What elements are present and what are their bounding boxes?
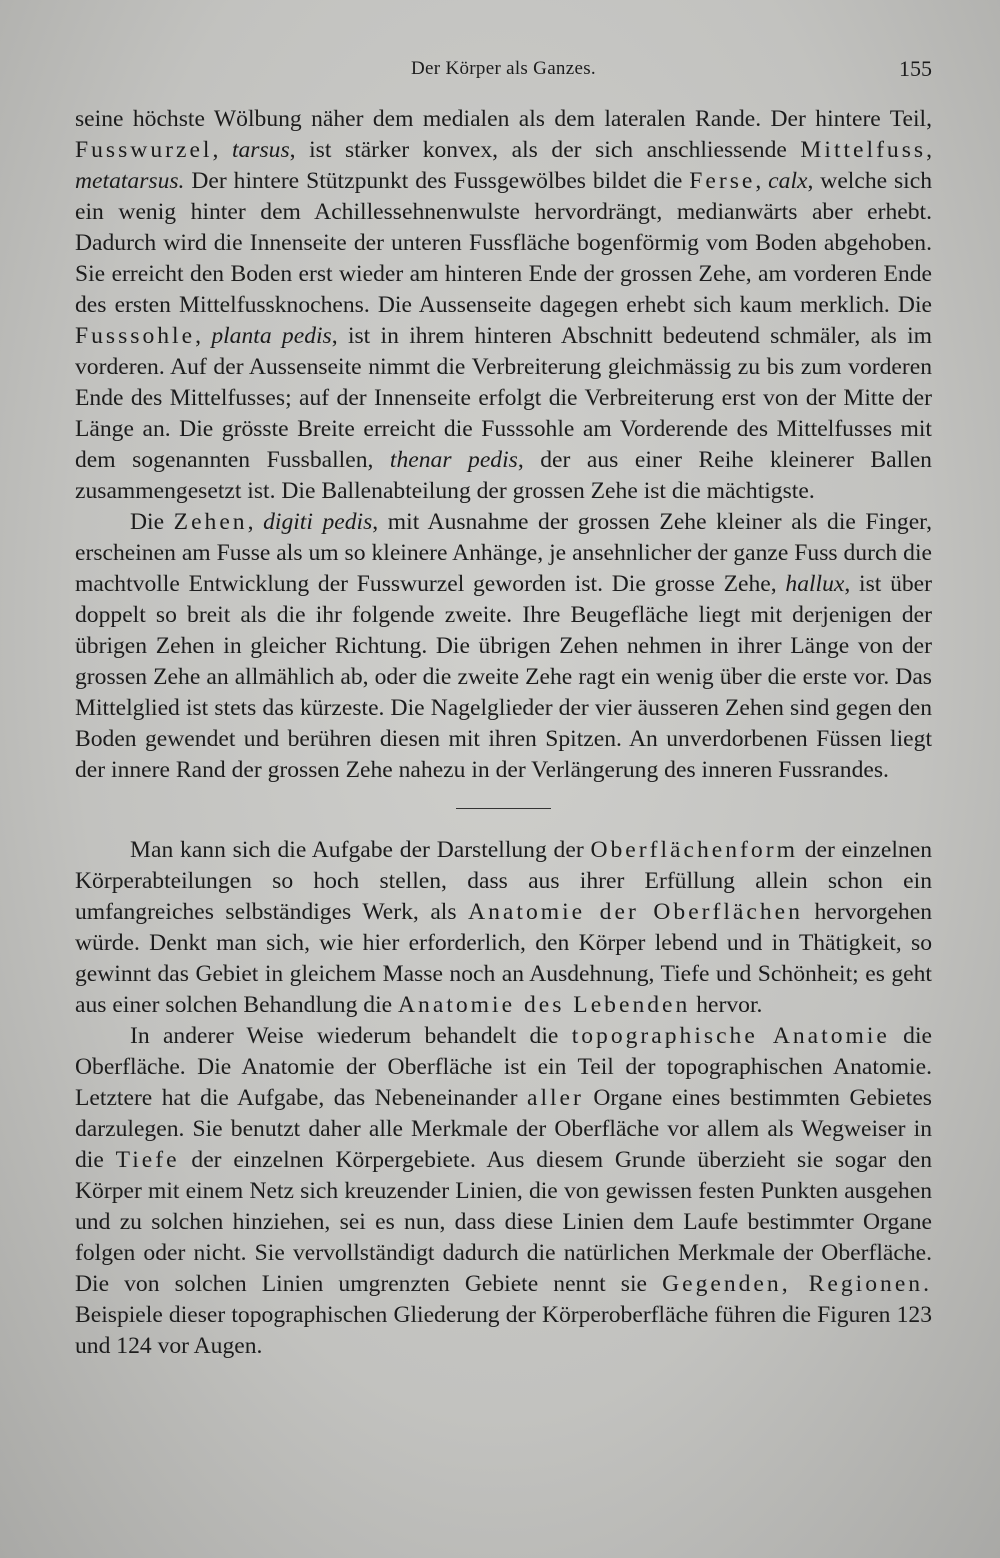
spaced-term: Oberflächenform [590,837,798,863]
text-run: , [755,168,769,194]
latin-term: tarsus [231,137,290,163]
spaced-term: Anatomie der Oberflächen [468,899,803,925]
latin-term: planta pedis [211,323,332,349]
spaced-term: Fusswurzel [75,137,213,163]
spaced-term: Ferse [689,168,756,194]
latin-term: digiti pedis [263,509,373,535]
text-run: , ist über doppelt so breit als die ihr folgende zweite. Ihre Beugefläche liegt mit derjenigen der übrigen Zehen in gleicher Richtung. Die übrigen Zehen nehmen in ihrer Länge von der grossen Zehe an allmählich ab, oder die zweite Zehe ragt ein wenig über die erste vor. Das Mittelglied ist stets das kürzeste. Die Nagelglieder der vier äusseren Zehen sind gegen den Boden gewendet und berühren diesen mit ihren Spitzen. An unverdorbenen Füssen liegt der innere Rand der grossen Zehe nahezu in der Verlängerung des inneren Fussrandes. [75,571,932,783]
text-run: Man kann sich die Aufgabe der Darstellung der [130,837,591,863]
spaced-term: Anatomie des Lebenden [398,992,691,1018]
text-run: , der aus einer Reihe kleinerer Ballen zusammengesetzt ist. Die Ballenabteilung der grossen Zehe ist die mächtigste. [75,447,932,504]
text-run: , [926,137,933,163]
text-run: , [212,137,232,163]
latin-term: calx [768,168,808,194]
text-run: Die [130,509,174,535]
paragraph-foot-arch [75,104,932,507]
page-number: 155 [899,56,932,81]
spaced-term: Fusssohle [75,323,196,349]
body-text [75,104,932,1362]
text-run: In anderer Weise wiederum behandelt die [130,1023,572,1049]
text-run: , [247,509,264,535]
latin-term: hallux [785,571,845,597]
text-run: , welche sich ein wenig hinter dem Achillessehnenwulste hervordrängt, medianwärts aber erhebt. Dadurch wird die Innenseite der unteren Fussfläche bogenförmig vom Boden abgehoben. Sie erreicht den Boden erst wieder am hinteren Ende der grossen Zehe, am vorderen Ende des ersten Mittelfussknochens. Die Aussenseite dagegen erhebt sich kaum merklich. Die [75,168,932,318]
text-run: Der hintere Stützpunkt des Fussgewölbes bildet die [184,168,690,194]
text-run: , mit Ausnahme der grossen Zehe kleiner als die Finger, erscheinen am Fusse als um so kleinere Anhänge, je ansehnlicher der ganze Fuss durch die machtvolle Entwicklung der Fusswurzel geworden ist. Die grosse Zehe, [75,509,932,597]
spaced-term: Zehen [173,509,248,535]
spaced-term: Mittelfuss [800,137,927,163]
text-run: hervor. [690,992,763,1018]
paragraph-surface-anatomy [75,835,932,1021]
running-title: Der Körper als Ganzes. [411,58,596,79]
spaced-term: aller [526,1085,584,1111]
text-run: , ist stärker konvex, als der sich anschliessende [289,137,801,163]
section-divider [456,808,551,809]
text-run: der einzelnen Körperabteilungen so hoch stellen, dass aus ihrer Erfüllung allein schon ein umfangreiches selbständiges Werk, als [75,837,933,925]
text-run: , [195,323,212,349]
page-header [75,58,932,86]
text-run: hervorgehen würde. Denkt man sich, wie hier erforderlich, den Körper lebend und in Thätigkeit, so gewinnt das Gebiet in gleichem Masse noch an Ausdehnung, Tiefe und Schönheit; es geht aus einer solchen Behandlung die [75,899,932,1018]
text-run: seine höchste Wölbung näher dem medialen als dem lateralen Rande. Der hintere Teil, [75,106,932,132]
spaced-term: Tiefe [115,1147,180,1173]
latin-term: metatarsus. [75,168,185,194]
latin-term: thenar pedis [389,447,518,473]
text-run: , ist in ihrem hinteren Abschnitt bedeutend schmäler, als im vorderen. Auf der Aussenseite nimmt die Verbreiterung gleichmässig zu bis zum vorderen Ende des Mittelfusses; auf der Innenseite erfolgt die Verbreiterung erst von der Mitte der Länge an. Die grösste Breite erreicht die Fusssohle am Vorderende des Mittelfusses mit dem sogenannten Fussballen, [75,323,933,473]
paragraph-topographic-anatomy [75,1021,932,1362]
spaced-term: topographische Anatomie [571,1023,890,1049]
paragraph-toes [75,507,932,786]
text-run: die Oberfläche. Die Anatomie der Oberfläche ist ein Teil der topographischen Anatomie. Letztere hat die Aufgabe, das Nebeneinander [75,1023,932,1111]
text-run: Organe eines bestimmten Gebietes darzulegen. Sie benutzt daher alle Merkmale der Oberfläche vor allem als Wegweiser in die [75,1085,932,1173]
text-run: der einzelnen Körpergebiete. Aus diesem Grunde überzieht sie sogar den Körper mit einem Netz sich kreuzender Linien, die von gewissen festen Punkten ausgehen und zu solchen hinziehen, sei es nun, dass diese Linien dem Laufe bestimmter Organe folgen oder nicht. Sie vervollständigt dadurch die natürlichen Merkmale der Oberfläche. Die von solchen Linien umgrenzten Gebiete nennt sie [75,1147,932,1297]
text-run: Beispiele dieser topographischen Gliederung der Körperoberfläche führen die Figuren 123 und 124 vor Augen. [75,1302,932,1359]
spaced-term: Gegenden, Regionen. [662,1271,932,1297]
